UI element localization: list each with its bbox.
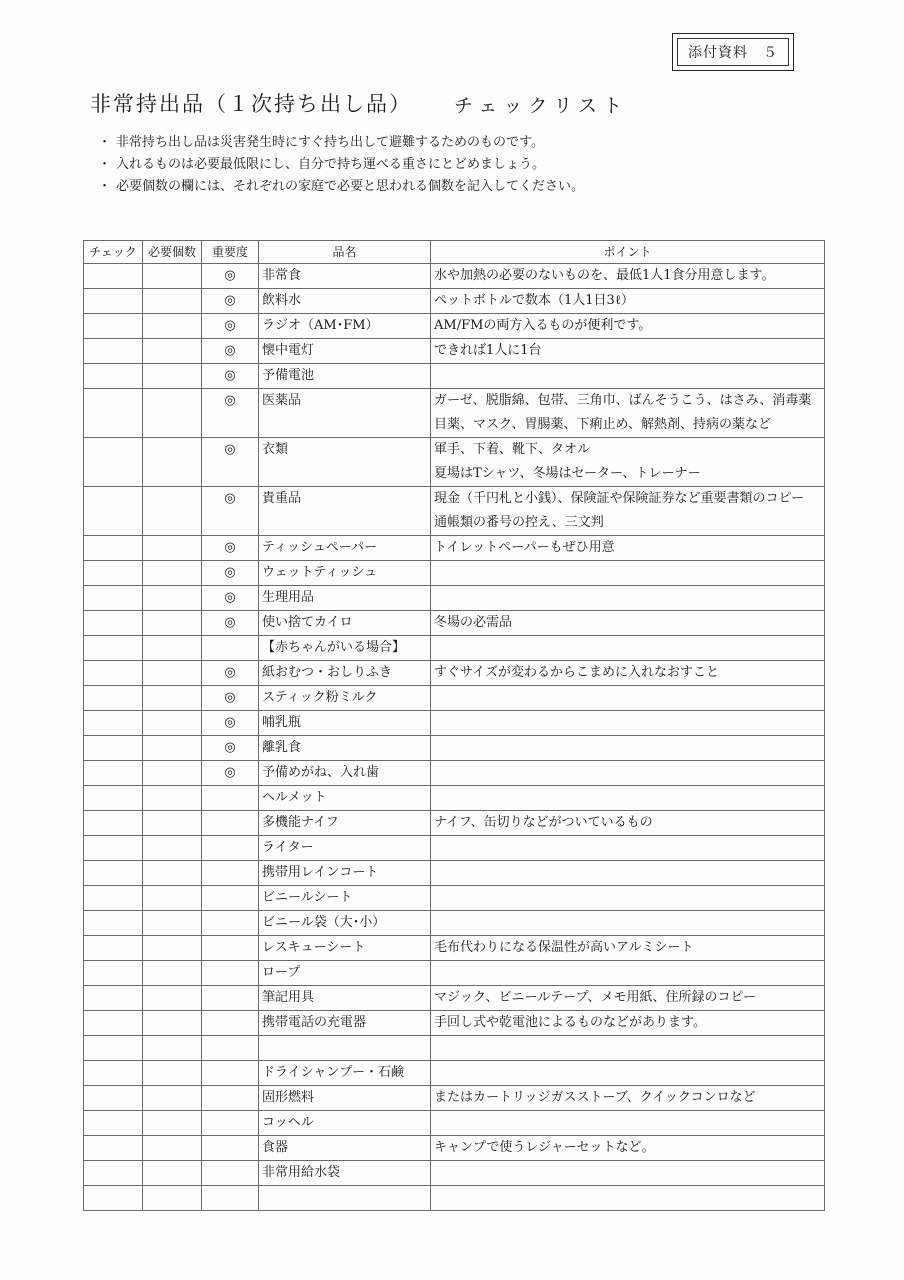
importance-cell bbox=[202, 786, 259, 811]
table-row bbox=[84, 364, 825, 389]
note-item: ・ 必要個数の欄には、それぞれの家庭で必要と思われる個数を記入してください。 bbox=[98, 179, 585, 194]
quantity-cell[interactable] bbox=[143, 1186, 202, 1211]
quantity-cell[interactable] bbox=[143, 264, 202, 289]
checklist-table bbox=[83, 240, 825, 1211]
table-row bbox=[84, 611, 825, 636]
point-cell bbox=[431, 1061, 825, 1086]
point-text: ペットボトルで数本（1人1日3ℓ） bbox=[434, 293, 635, 308]
check-cell[interactable] bbox=[84, 986, 143, 1011]
point-text: マジック、ビニールテープ、メモ用紙、住所録のコピー bbox=[434, 990, 757, 1005]
check-cell[interactable] bbox=[84, 761, 143, 786]
check-cell[interactable] bbox=[84, 1086, 143, 1111]
point-cell bbox=[431, 487, 825, 536]
check-cell[interactable] bbox=[84, 1161, 143, 1186]
importance-cell: ◎ bbox=[202, 611, 259, 636]
point-text: 現金（千円札と小銭）、保険証や保険証券など重要書類のコピー bbox=[434, 491, 804, 506]
note-text: 非常持ち出し品は災害発生時にすぐ持ち出して避難するためのものです。 bbox=[116, 135, 544, 150]
item-name-cell: ライター bbox=[259, 836, 431, 861]
item-name-cell: ティッシュペーパー bbox=[259, 536, 431, 561]
point-cell bbox=[431, 289, 825, 314]
item-name-cell: 衣類 bbox=[259, 438, 431, 487]
check-cell[interactable] bbox=[84, 611, 143, 636]
point-cell bbox=[431, 761, 825, 786]
check-cell[interactable] bbox=[84, 339, 143, 364]
table-row bbox=[84, 586, 825, 611]
importance-cell bbox=[202, 1061, 259, 1086]
point-cell bbox=[431, 836, 825, 861]
table-row bbox=[84, 961, 825, 986]
point-text: 水や加熱の必要のないものを、最低1人1食分用意します。 bbox=[434, 268, 775, 283]
check-cell[interactable] bbox=[84, 686, 143, 711]
table-row bbox=[84, 1136, 825, 1161]
point-cell bbox=[431, 961, 825, 986]
point-cell bbox=[431, 586, 825, 611]
item-name-cell: レスキューシート bbox=[259, 936, 431, 961]
point-text: 軍手、下着、靴下、タオル bbox=[434, 442, 591, 457]
quantity-cell[interactable] bbox=[143, 911, 202, 936]
point-text: ガーゼ、脱脂綿、包帯、三角巾、ばんそうこう、はさみ、消毒薬 bbox=[434, 393, 812, 408]
quantity-cell[interactable] bbox=[143, 936, 202, 961]
header-check: チェック bbox=[84, 241, 143, 264]
attachment-label: 添付資料 ５ bbox=[677, 38, 789, 66]
table-row bbox=[84, 786, 825, 811]
check-cell[interactable] bbox=[84, 736, 143, 761]
point-text: 目薬、マスク、胃腸薬、下痢止め、解熱剤、持病の薬など bbox=[434, 417, 771, 432]
table-row bbox=[84, 661, 825, 686]
item-name-cell: ウェットティッシュ bbox=[259, 561, 431, 586]
item-name-cell: ラジオ（AM･FM） bbox=[259, 314, 431, 339]
point-cell bbox=[431, 1136, 825, 1161]
quantity-cell[interactable] bbox=[143, 438, 202, 487]
importance-cell bbox=[202, 1111, 259, 1136]
point-text: できれば1人に1台 bbox=[434, 343, 542, 358]
point-cell bbox=[431, 561, 825, 586]
importance-cell: ◎ bbox=[202, 339, 259, 364]
point-text: すぐサイズが変わるからこまめに入れなおすこと bbox=[434, 665, 719, 680]
check-cell[interactable] bbox=[84, 1061, 143, 1086]
quantity-cell[interactable] bbox=[143, 487, 202, 536]
table-row bbox=[84, 711, 825, 736]
check-cell[interactable] bbox=[84, 861, 143, 886]
header-item: 品名 bbox=[259, 241, 431, 264]
point-cell bbox=[431, 811, 825, 836]
importance-cell: ◎ bbox=[202, 289, 259, 314]
item-name-cell bbox=[259, 1036, 431, 1061]
importance-cell: ◎ bbox=[202, 389, 259, 438]
title-main: 非常持出品（１次持ち出し品） bbox=[90, 92, 412, 116]
item-name-cell: ロープ bbox=[259, 961, 431, 986]
point-text: キャンプで使うレジャーセットなど。 bbox=[434, 1140, 655, 1155]
table-row bbox=[84, 686, 825, 711]
point-text: 毛布代わりになる保温性が高いアルミシート bbox=[434, 940, 694, 955]
point-cell bbox=[431, 886, 825, 911]
table-row bbox=[84, 1161, 825, 1186]
table-row bbox=[84, 1111, 825, 1136]
note-text: 入れるものは必要最低限にし、自分で持ち運べる重さにとどめましょう。 bbox=[116, 157, 546, 172]
point-text: ナイフ、缶切りなどがついているもの bbox=[434, 815, 653, 830]
point-text: 通帳類の番号の控え、三文判 bbox=[434, 515, 604, 530]
table-row bbox=[84, 438, 825, 487]
check-cell[interactable] bbox=[84, 911, 143, 936]
importance-cell: ◎ bbox=[202, 438, 259, 487]
point-cell bbox=[431, 686, 825, 711]
importance-cell: ◎ bbox=[202, 561, 259, 586]
quantity-cell[interactable] bbox=[143, 986, 202, 1011]
importance-cell bbox=[202, 986, 259, 1011]
table-row bbox=[84, 861, 825, 886]
point-cell bbox=[431, 1086, 825, 1111]
importance-cell: ◎ bbox=[202, 536, 259, 561]
item-name-cell: 懐中電灯 bbox=[259, 339, 431, 364]
point-cell bbox=[431, 861, 825, 886]
point-cell bbox=[431, 736, 825, 761]
check-cell[interactable] bbox=[84, 264, 143, 289]
check-cell[interactable] bbox=[84, 314, 143, 339]
importance-cell: ◎ bbox=[202, 314, 259, 339]
importance-cell bbox=[202, 1011, 259, 1036]
check-cell[interactable] bbox=[84, 289, 143, 314]
quantity-cell[interactable] bbox=[143, 836, 202, 861]
point-cell bbox=[431, 536, 825, 561]
item-name-cell: ヘルメット bbox=[259, 786, 431, 811]
quantity-cell[interactable] bbox=[143, 711, 202, 736]
item-name-cell: 貴重品 bbox=[259, 487, 431, 536]
item-name-cell: 【赤ちゃんがいる場合】 bbox=[259, 636, 431, 661]
importance-cell: ◎ bbox=[202, 711, 259, 736]
title-sub: チェックリスト bbox=[454, 95, 629, 117]
point-cell bbox=[431, 661, 825, 686]
quantity-cell[interactable] bbox=[143, 886, 202, 911]
check-cell[interactable] bbox=[84, 811, 143, 836]
item-name-cell: 予備電池 bbox=[259, 364, 431, 389]
attachment-label-box bbox=[672, 33, 794, 71]
check-cell[interactable] bbox=[84, 389, 143, 438]
check-cell[interactable] bbox=[84, 711, 143, 736]
quantity-cell[interactable] bbox=[143, 289, 202, 314]
importance-cell bbox=[202, 936, 259, 961]
note-item: ・ 非常持ち出し品は災害発生時にすぐ持ち出して避難するためのものです。 bbox=[98, 135, 544, 150]
table-row bbox=[84, 1061, 825, 1086]
quantity-cell[interactable] bbox=[143, 786, 202, 811]
check-cell[interactable] bbox=[84, 487, 143, 536]
quantity-cell[interactable] bbox=[143, 661, 202, 686]
check-cell[interactable] bbox=[84, 1136, 143, 1161]
table-row bbox=[84, 487, 825, 536]
check-cell[interactable] bbox=[84, 1036, 143, 1061]
quantity-cell[interactable] bbox=[143, 761, 202, 786]
check-cell[interactable] bbox=[84, 836, 143, 861]
table-row bbox=[84, 1086, 825, 1111]
note-text: 必要個数の欄には、それぞれの家庭で必要と思われる個数を記入してください。 bbox=[116, 179, 585, 194]
importance-cell: ◎ bbox=[202, 364, 259, 389]
quantity-cell[interactable] bbox=[143, 561, 202, 586]
item-name-cell: 紙おむつ・おしりふき bbox=[259, 661, 431, 686]
item-name-cell: 食器 bbox=[259, 1136, 431, 1161]
table-row bbox=[84, 1186, 825, 1211]
quantity-cell[interactable] bbox=[143, 1011, 202, 1036]
importance-cell bbox=[202, 961, 259, 986]
point-cell bbox=[431, 611, 825, 636]
point-cell bbox=[431, 389, 825, 438]
item-name-cell: ビニールシート bbox=[259, 886, 431, 911]
check-cell[interactable] bbox=[84, 886, 143, 911]
check-cell[interactable] bbox=[84, 586, 143, 611]
table-row bbox=[84, 836, 825, 861]
table-row bbox=[84, 736, 825, 761]
point-cell bbox=[431, 786, 825, 811]
item-name-cell: 飲料水 bbox=[259, 289, 431, 314]
check-cell[interactable] bbox=[84, 1011, 143, 1036]
item-name-cell: 哺乳瓶 bbox=[259, 711, 431, 736]
importance-cell bbox=[202, 861, 259, 886]
importance-cell bbox=[202, 911, 259, 936]
table-row bbox=[84, 561, 825, 586]
importance-cell bbox=[202, 1161, 259, 1186]
item-name-cell: ビニール袋（大･小） bbox=[259, 911, 431, 936]
quantity-cell[interactable] bbox=[143, 1036, 202, 1061]
importance-cell bbox=[202, 636, 259, 661]
importance-cell: ◎ bbox=[202, 736, 259, 761]
table-row bbox=[84, 936, 825, 961]
table-row bbox=[84, 986, 825, 1011]
item-name-cell: 生理用品 bbox=[259, 586, 431, 611]
item-name-cell: 予備めがね、入れ歯 bbox=[259, 761, 431, 786]
point-text: 手回し式や乾電池によるものなどがあります。 bbox=[434, 1015, 706, 1030]
item-name-cell bbox=[259, 1186, 431, 1211]
table-row bbox=[84, 761, 825, 786]
point-text: AM/FMの両方入るものが便利です。 bbox=[434, 318, 652, 333]
table-row bbox=[84, 911, 825, 936]
point-cell bbox=[431, 1011, 825, 1036]
point-cell bbox=[431, 636, 825, 661]
point-text: 冬場の必需品 bbox=[434, 615, 513, 630]
check-cell[interactable] bbox=[84, 636, 143, 661]
check-cell[interactable] bbox=[84, 961, 143, 986]
quantity-cell[interactable] bbox=[143, 811, 202, 836]
importance-cell bbox=[202, 811, 259, 836]
item-name-cell: スティック粉ミルク bbox=[259, 686, 431, 711]
item-name-cell: 非常用給水袋 bbox=[259, 1161, 431, 1186]
quantity-cell[interactable] bbox=[143, 961, 202, 986]
importance-cell: ◎ bbox=[202, 661, 259, 686]
check-cell[interactable] bbox=[84, 536, 143, 561]
item-name-cell: 多機能ナイフ bbox=[259, 811, 431, 836]
point-cell bbox=[431, 1186, 825, 1211]
point-cell bbox=[431, 986, 825, 1011]
quantity-cell[interactable] bbox=[143, 1136, 202, 1161]
item-name-cell: 固形燃料 bbox=[259, 1086, 431, 1111]
table-row bbox=[84, 264, 825, 289]
importance-cell: ◎ bbox=[202, 686, 259, 711]
point-cell bbox=[431, 339, 825, 364]
check-cell[interactable] bbox=[84, 1186, 143, 1211]
check-cell[interactable] bbox=[84, 661, 143, 686]
item-name-cell: 筆記用具 bbox=[259, 986, 431, 1011]
quantity-cell[interactable] bbox=[143, 314, 202, 339]
point-cell bbox=[431, 264, 825, 289]
item-name-cell: 離乳食 bbox=[259, 736, 431, 761]
point-text: またはカートリッジガスストーブ、クイックコンロなど bbox=[434, 1090, 756, 1105]
point-text: トイレットペーパーもぜひ用意 bbox=[434, 540, 615, 555]
table-row bbox=[84, 1036, 825, 1061]
importance-cell: ◎ bbox=[202, 586, 259, 611]
quantity-cell[interactable] bbox=[143, 636, 202, 661]
note-item: ・ 入れるものは必要最低限にし、自分で持ち運べる重さにとどめましょう。 bbox=[98, 157, 546, 172]
item-name-cell: 使い捨てカイロ bbox=[259, 611, 431, 636]
quantity-cell[interactable] bbox=[143, 686, 202, 711]
check-cell[interactable] bbox=[84, 786, 143, 811]
table-row bbox=[84, 1011, 825, 1036]
quantity-cell[interactable] bbox=[143, 389, 202, 438]
quantity-cell[interactable] bbox=[143, 611, 202, 636]
point-cell bbox=[431, 1161, 825, 1186]
point-cell bbox=[431, 314, 825, 339]
importance-cell bbox=[202, 1186, 259, 1211]
notes-list bbox=[98, 132, 818, 198]
importance-cell bbox=[202, 1086, 259, 1111]
table-row bbox=[84, 636, 825, 661]
table-row bbox=[84, 389, 825, 438]
point-cell bbox=[431, 1036, 825, 1061]
importance-cell bbox=[202, 886, 259, 911]
check-cell[interactable] bbox=[84, 1111, 143, 1136]
importance-cell: ◎ bbox=[202, 487, 259, 536]
quantity-cell[interactable] bbox=[143, 1086, 202, 1111]
point-cell bbox=[431, 911, 825, 936]
quantity-cell[interactable] bbox=[143, 339, 202, 364]
point-cell bbox=[431, 936, 825, 961]
header-importance: 重要度 bbox=[202, 241, 259, 264]
item-name-cell: 携帯用レインコート bbox=[259, 861, 431, 886]
importance-cell: ◎ bbox=[202, 264, 259, 289]
quantity-cell[interactable] bbox=[143, 1061, 202, 1086]
check-cell[interactable] bbox=[84, 438, 143, 487]
point-cell bbox=[431, 1111, 825, 1136]
importance-cell bbox=[202, 1136, 259, 1161]
quantity-cell[interactable] bbox=[143, 1161, 202, 1186]
item-name-cell: ドライシャンプー・石鹸 bbox=[259, 1061, 431, 1086]
quantity-cell[interactable] bbox=[143, 1111, 202, 1136]
importance-cell bbox=[202, 1036, 259, 1061]
header-point: ポイント bbox=[431, 241, 825, 264]
item-name-cell: 医薬品 bbox=[259, 389, 431, 438]
point-cell bbox=[431, 711, 825, 736]
table-row bbox=[84, 339, 825, 364]
quantity-cell[interactable] bbox=[143, 736, 202, 761]
importance-cell bbox=[202, 836, 259, 861]
point-cell bbox=[431, 364, 825, 389]
item-name-cell: コッヘル bbox=[259, 1111, 431, 1136]
quantity-cell[interactable] bbox=[143, 861, 202, 886]
quantity-cell[interactable] bbox=[143, 536, 202, 561]
check-cell[interactable] bbox=[84, 561, 143, 586]
table-row bbox=[84, 289, 825, 314]
check-cell[interactable] bbox=[84, 936, 143, 961]
point-text: 夏場はTシャツ、冬場はセーター、トレーナー bbox=[434, 466, 701, 481]
table-row bbox=[84, 314, 825, 339]
table-row bbox=[84, 886, 825, 911]
check-cell[interactable] bbox=[84, 364, 143, 389]
table-row bbox=[84, 811, 825, 836]
header-quantity: 必要個数 bbox=[143, 241, 202, 264]
item-name-cell: 携帯電話の充電器 bbox=[259, 1011, 431, 1036]
quantity-cell[interactable] bbox=[143, 364, 202, 389]
page-title bbox=[90, 88, 730, 118]
table-row bbox=[84, 536, 825, 561]
importance-cell: ◎ bbox=[202, 761, 259, 786]
point-cell bbox=[431, 438, 825, 487]
quantity-cell[interactable] bbox=[143, 586, 202, 611]
table-header-row bbox=[84, 241, 825, 264]
item-name-cell: 非常食 bbox=[259, 264, 431, 289]
